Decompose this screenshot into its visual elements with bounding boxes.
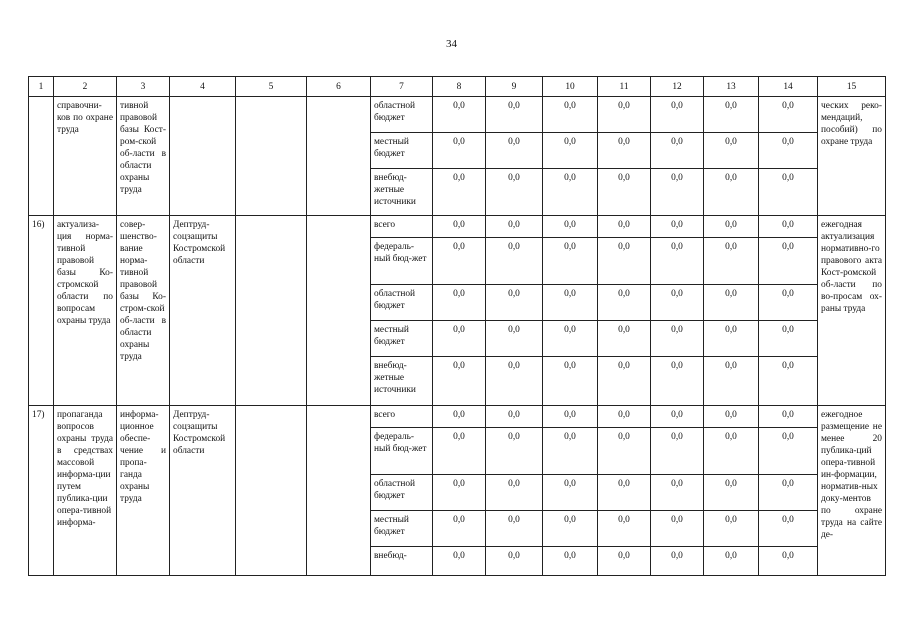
value-cell: 0,0 <box>433 133 486 169</box>
value-cell: 0,0 <box>433 428 486 475</box>
value-cell: 0,0 <box>433 547 486 576</box>
event-task: информа-ционное обеспе-чение и пропа-ганда охраны труда <box>117 406 170 576</box>
value-cell: 0,0 <box>704 321 759 357</box>
value-cell: 0,0 <box>651 216 704 238</box>
value-cell: 0,0 <box>704 357 759 406</box>
value-cell: 0,0 <box>543 133 598 169</box>
value-cell: 0,0 <box>486 285 543 321</box>
value-cell: 0,0 <box>704 428 759 475</box>
funding-source: всего <box>371 216 433 238</box>
executor: Дептруд-соцзащиты Костромской области <box>170 406 236 576</box>
value-cell: 0,0 <box>543 169 598 216</box>
value-cell: 0,0 <box>433 321 486 357</box>
value-cell: 0,0 <box>598 169 651 216</box>
value-cell: 0,0 <box>486 238 543 285</box>
value-cell: 0,0 <box>543 216 598 238</box>
empty-cell <box>307 406 371 576</box>
row-number: 16) <box>29 216 54 406</box>
executor <box>170 97 236 216</box>
value-cell: 0,0 <box>486 475 543 511</box>
value-cell: 0,0 <box>486 406 543 428</box>
funding-source: внебюд-жетные источники <box>371 357 433 406</box>
value-cell: 0,0 <box>598 133 651 169</box>
value-cell: 0,0 <box>433 511 486 547</box>
column-header: 12 <box>651 77 704 97</box>
value-cell: 0,0 <box>651 357 704 406</box>
table-row <box>29 97 886 133</box>
column-header: 11 <box>598 77 651 97</box>
value-cell: 0,0 <box>598 547 651 576</box>
value-cell: 0,0 <box>598 428 651 475</box>
column-header: 2 <box>54 77 117 97</box>
value-cell: 0,0 <box>543 285 598 321</box>
row-number <box>29 97 54 216</box>
table-row <box>29 406 886 428</box>
value-cell: 0,0 <box>433 169 486 216</box>
column-header: 3 <box>117 77 170 97</box>
value-cell: 0,0 <box>651 169 704 216</box>
column-header: 4 <box>170 77 236 97</box>
column-header: 10 <box>543 77 598 97</box>
value-cell: 0,0 <box>704 406 759 428</box>
value-cell: 0,0 <box>486 216 543 238</box>
event-task: тивной правовой базы Кост-ром-ской об-ласти в области охраны труда <box>117 97 170 216</box>
column-header: 8 <box>433 77 486 97</box>
value-cell: 0,0 <box>598 97 651 133</box>
value-cell: 0,0 <box>759 238 818 285</box>
value-cell: 0,0 <box>651 321 704 357</box>
value-cell: 0,0 <box>598 238 651 285</box>
value-cell: 0,0 <box>486 169 543 216</box>
value-cell: 0,0 <box>433 216 486 238</box>
value-cell: 0,0 <box>543 97 598 133</box>
expected-result: ежегодное размещение не менее 20 публика-ций опера-тивной ин-формации, норматив-ных доку-ментов по охране труда на сайте де- <box>818 406 886 576</box>
value-cell: 0,0 <box>598 216 651 238</box>
empty-cell <box>236 97 307 216</box>
budget-table <box>28 76 886 576</box>
expected-result: ческих реко-мендаций, пособий) по охране труда <box>818 97 886 216</box>
value-cell: 0,0 <box>543 428 598 475</box>
empty-cell <box>307 97 371 216</box>
value-cell: 0,0 <box>704 97 759 133</box>
executor: Дептруд-соцзащиты Костромской области <box>170 216 236 406</box>
funding-source: областной бюджет <box>371 97 433 133</box>
value-cell: 0,0 <box>543 238 598 285</box>
value-cell: 0,0 <box>704 285 759 321</box>
column-header: 14 <box>759 77 818 97</box>
value-cell: 0,0 <box>759 547 818 576</box>
column-header: 5 <box>236 77 307 97</box>
page-number: 34 <box>446 38 457 50</box>
value-cell: 0,0 <box>759 406 818 428</box>
value-cell: 0,0 <box>433 285 486 321</box>
empty-cell <box>307 216 371 406</box>
value-cell: 0,0 <box>543 357 598 406</box>
value-cell: 0,0 <box>651 428 704 475</box>
value-cell: 0,0 <box>759 511 818 547</box>
value-cell: 0,0 <box>598 511 651 547</box>
funding-source: федераль-ный бюд-жет <box>371 428 433 475</box>
value-cell: 0,0 <box>651 238 704 285</box>
value-cell: 0,0 <box>704 169 759 216</box>
value-cell: 0,0 <box>433 97 486 133</box>
funding-source: областной бюджет <box>371 285 433 321</box>
value-cell: 0,0 <box>486 357 543 406</box>
value-cell: 0,0 <box>543 321 598 357</box>
value-cell: 0,0 <box>598 285 651 321</box>
column-header: 7 <box>371 77 433 97</box>
value-cell: 0,0 <box>486 428 543 475</box>
value-cell: 0,0 <box>543 475 598 511</box>
value-cell: 0,0 <box>759 216 818 238</box>
value-cell: 0,0 <box>759 321 818 357</box>
column-header: 1 <box>29 77 54 97</box>
funding-source: местный бюджет <box>371 133 433 169</box>
value-cell: 0,0 <box>704 133 759 169</box>
value-cell: 0,0 <box>486 97 543 133</box>
value-cell: 0,0 <box>651 547 704 576</box>
column-header: 9 <box>486 77 543 97</box>
empty-cell <box>236 406 307 576</box>
value-cell: 0,0 <box>598 475 651 511</box>
value-cell: 0,0 <box>433 238 486 285</box>
funding-source: внебюд-жетные источники <box>371 169 433 216</box>
value-cell: 0,0 <box>486 547 543 576</box>
value-cell: 0,0 <box>704 547 759 576</box>
value-cell: 0,0 <box>759 285 818 321</box>
event-task: совер-шенство-вание норма-тивной правовой базы Ко-стром-ской об-ласти в области охраны труда <box>117 216 170 406</box>
funding-source: внебюд- <box>371 547 433 576</box>
funding-source: местный бюджет <box>371 321 433 357</box>
value-cell: 0,0 <box>433 406 486 428</box>
value-cell: 0,0 <box>598 406 651 428</box>
value-cell: 0,0 <box>651 133 704 169</box>
value-cell: 0,0 <box>433 475 486 511</box>
column-header: 6 <box>307 77 371 97</box>
expected-result: ежегодная актуализация нормативно-го правового акта Кост-ромской об-ласти по во-просам ох-раны труда <box>818 216 886 406</box>
row-number: 17) <box>29 406 54 576</box>
value-cell: 0,0 <box>433 357 486 406</box>
value-cell: 0,0 <box>759 169 818 216</box>
value-cell: 0,0 <box>759 357 818 406</box>
value-cell: 0,0 <box>598 321 651 357</box>
empty-cell <box>236 216 307 406</box>
value-cell: 0,0 <box>759 133 818 169</box>
column-header: 13 <box>704 77 759 97</box>
value-cell: 0,0 <box>704 475 759 511</box>
value-cell: 0,0 <box>704 216 759 238</box>
value-cell: 0,0 <box>759 428 818 475</box>
value-cell: 0,0 <box>486 321 543 357</box>
value-cell: 0,0 <box>651 285 704 321</box>
funding-source: федераль-ный бюд-жет <box>371 238 433 285</box>
value-cell: 0,0 <box>651 406 704 428</box>
funding-source: местный бюджет <box>371 511 433 547</box>
table-body <box>29 77 886 576</box>
event-name: справочни-ков по охране труда <box>54 97 117 216</box>
table-row <box>29 216 886 238</box>
value-cell: 0,0 <box>543 547 598 576</box>
value-cell: 0,0 <box>543 511 598 547</box>
value-cell: 0,0 <box>651 97 704 133</box>
header-row <box>29 77 886 97</box>
value-cell: 0,0 <box>704 511 759 547</box>
value-cell: 0,0 <box>759 97 818 133</box>
funding-source: областной бюджет <box>371 475 433 511</box>
value-cell: 0,0 <box>651 475 704 511</box>
funding-source: всего <box>371 406 433 428</box>
event-name: актуализа-ция норма-тивной правовой базы Ко-стромской области по вопросам охраны труда <box>54 216 117 406</box>
event-name: пропаганда вопросов охраны труда в средствах массовой информа-ции путем публика-ции опера-тивной информа- <box>54 406 117 576</box>
column-header: 15 <box>818 77 886 97</box>
value-cell: 0,0 <box>486 133 543 169</box>
value-cell: 0,0 <box>759 475 818 511</box>
value-cell: 0,0 <box>486 511 543 547</box>
value-cell: 0,0 <box>598 357 651 406</box>
value-cell: 0,0 <box>543 406 598 428</box>
value-cell: 0,0 <box>651 511 704 547</box>
value-cell: 0,0 <box>704 238 759 285</box>
